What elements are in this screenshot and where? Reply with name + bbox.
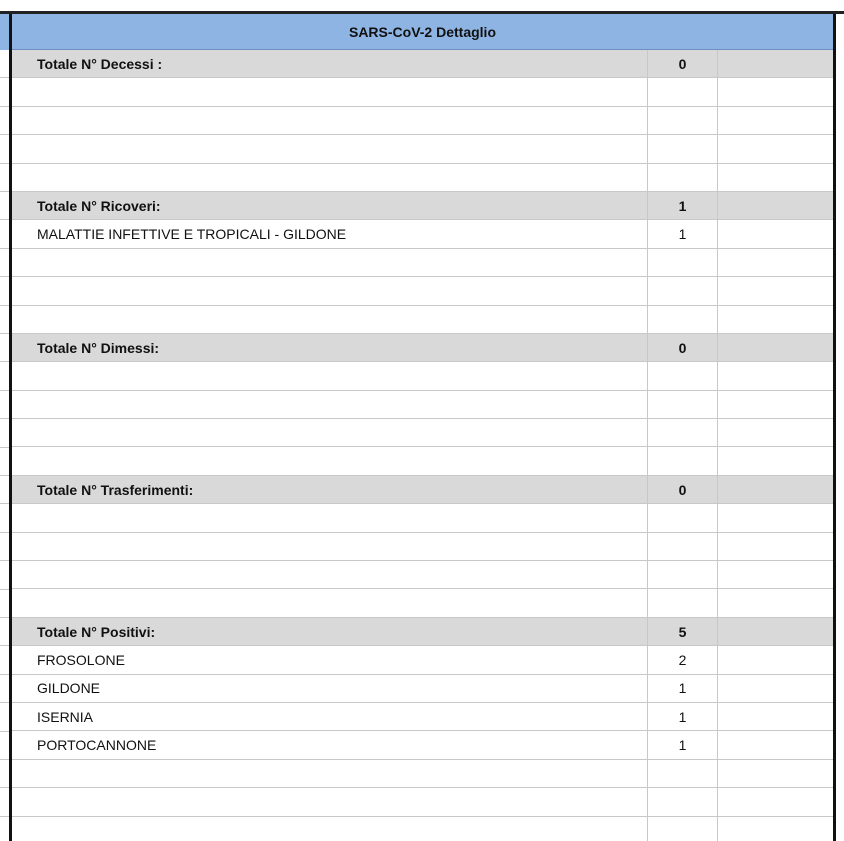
total-row[interactable] (12, 334, 833, 362)
empty-cell[interactable] (718, 249, 833, 276)
gridline (0, 503, 9, 504)
table-body (12, 50, 833, 841)
total-label-cell[interactable]: Totale N° Dimessi: (12, 334, 648, 361)
table-title: SARS-CoV-2 Dettaglio (12, 14, 833, 50)
value-cell[interactable] (648, 533, 718, 560)
label-cell[interactable] (12, 78, 648, 105)
gridline (0, 589, 9, 590)
total-label-cell[interactable]: Totale N° Decessi : (12, 50, 648, 77)
empty-cell[interactable] (718, 50, 833, 77)
left-column-strip (0, 12, 9, 841)
label-cell[interactable] (12, 164, 648, 191)
value-cell[interactable] (648, 561, 718, 588)
empty-cell[interactable] (718, 447, 833, 474)
value-cell[interactable] (648, 135, 718, 162)
gridline (0, 702, 9, 703)
table-row[interactable] (12, 788, 833, 816)
value-cell[interactable] (648, 277, 718, 304)
empty-cell[interactable] (718, 731, 833, 758)
total-row[interactable] (12, 50, 833, 78)
label-cell[interactable] (12, 306, 648, 333)
value-cell[interactable] (648, 504, 718, 531)
total-value-cell[interactable]: 0 (648, 476, 718, 503)
empty-cell[interactable] (718, 334, 833, 361)
empty-cell[interactable] (718, 817, 833, 841)
empty-cell[interactable] (718, 589, 833, 616)
table-row[interactable] (12, 646, 833, 674)
table-row[interactable] (12, 504, 833, 532)
table-row[interactable] (12, 760, 833, 788)
gridline (0, 134, 9, 135)
label-cell[interactable]: ISERNIA (12, 703, 648, 730)
empty-cell[interactable] (718, 504, 833, 531)
label-cell[interactable] (12, 760, 648, 787)
gridline (0, 361, 9, 362)
table-row[interactable] (12, 164, 833, 192)
value-cell[interactable]: 1 (648, 675, 718, 702)
value-cell[interactable]: 1 (648, 703, 718, 730)
total-label-cell[interactable]: Totale N° Trasferimenti: (12, 476, 648, 503)
empty-cell[interactable] (718, 533, 833, 560)
gridline (0, 276, 9, 277)
total-row[interactable] (12, 192, 833, 220)
empty-cell[interactable] (718, 135, 833, 162)
empty-cell[interactable] (718, 646, 833, 673)
label-cell[interactable] (12, 249, 648, 276)
gridline (0, 77, 9, 78)
empty-cell[interactable] (718, 107, 833, 134)
table-row[interactable] (12, 589, 833, 617)
label-cell[interactable]: FROSOLONE (12, 646, 648, 673)
empty-cell[interactable] (718, 760, 833, 787)
value-cell[interactable]: 1 (648, 731, 718, 758)
table-row[interactable] (12, 675, 833, 703)
gridline (0, 333, 9, 334)
label-cell[interactable] (12, 589, 648, 616)
empty-cell[interactable] (718, 561, 833, 588)
gridline (0, 418, 9, 419)
empty-cell[interactable] (718, 788, 833, 815)
gridline (0, 219, 9, 220)
gridline (0, 163, 9, 164)
table-row[interactable] (12, 447, 833, 475)
total-value-cell[interactable]: 0 (648, 334, 718, 361)
label-cell[interactable] (12, 277, 648, 304)
label-cell[interactable] (12, 561, 648, 588)
gridline (0, 645, 9, 646)
label-cell[interactable] (12, 533, 648, 560)
gridline (0, 532, 9, 533)
table-row[interactable] (12, 561, 833, 589)
total-row[interactable] (12, 476, 833, 504)
value-cell[interactable] (648, 249, 718, 276)
label-cell[interactable]: MALATTIE INFETTIVE E TROPICALI - GILDONE (12, 220, 648, 247)
left-header-band (0, 14, 9, 50)
empty-cell[interactable] (718, 78, 833, 105)
total-label-cell[interactable]: Totale N° Positivi: (12, 618, 648, 645)
value-cell[interactable] (648, 760, 718, 787)
label-cell[interactable] (12, 788, 648, 815)
value-cell[interactable] (648, 391, 718, 418)
value-cell[interactable] (648, 788, 718, 815)
label-cell[interactable] (12, 419, 648, 446)
label-cell[interactable] (12, 817, 648, 841)
table-row[interactable] (12, 391, 833, 419)
label-cell[interactable] (12, 107, 648, 134)
gridline (0, 816, 9, 817)
gridline (0, 106, 9, 107)
label-cell[interactable]: PORTOCANNONE (12, 731, 648, 758)
empty-cell[interactable] (718, 306, 833, 333)
table-row[interactable] (12, 817, 833, 841)
table-row[interactable] (12, 419, 833, 447)
value-cell[interactable] (648, 107, 718, 134)
gridline (0, 617, 9, 618)
gridline (0, 447, 9, 448)
table-row[interactable] (12, 306, 833, 334)
table-row[interactable] (12, 78, 833, 106)
label-cell[interactable] (12, 362, 648, 389)
label-cell[interactable] (12, 135, 648, 162)
value-cell[interactable]: 1 (648, 220, 718, 247)
value-cell[interactable] (648, 817, 718, 841)
value-cell[interactable] (648, 589, 718, 616)
gridline (0, 787, 9, 788)
gridline (0, 191, 9, 192)
empty-cell[interactable] (718, 391, 833, 418)
gridline (0, 248, 9, 249)
empty-cell[interactable] (718, 362, 833, 389)
table-row[interactable] (12, 249, 833, 277)
empty-cell[interactable] (718, 419, 833, 446)
total-row[interactable] (12, 618, 833, 646)
label-cell[interactable] (12, 447, 648, 474)
value-cell[interactable] (648, 164, 718, 191)
gridline (0, 731, 9, 732)
table-row[interactable] (12, 277, 833, 305)
gridline (0, 305, 9, 306)
gridline (0, 560, 9, 561)
value-cell[interactable] (648, 419, 718, 446)
gridline (0, 674, 9, 675)
value-cell[interactable]: 2 (648, 646, 718, 673)
table-row[interactable] (12, 533, 833, 561)
empty-cell[interactable] (718, 277, 833, 304)
empty-cell[interactable] (718, 220, 833, 247)
label-cell[interactable] (12, 504, 648, 531)
gridline (0, 390, 9, 391)
total-value-cell[interactable]: 0 (648, 50, 718, 77)
table-row[interactable] (12, 135, 833, 163)
empty-cell[interactable] (718, 164, 833, 191)
empty-cell[interactable] (718, 675, 833, 702)
right-margin (836, 14, 844, 841)
value-cell[interactable] (648, 78, 718, 105)
value-cell[interactable] (648, 362, 718, 389)
gridline (0, 475, 9, 476)
total-label-cell[interactable]: Totale N° Ricoveri: (12, 192, 648, 219)
table-row[interactable] (12, 107, 833, 135)
value-cell[interactable] (648, 306, 718, 333)
empty-cell[interactable] (718, 618, 833, 645)
total-value-cell[interactable]: 5 (648, 618, 718, 645)
table-row[interactable] (12, 362, 833, 390)
empty-cell[interactable] (718, 192, 833, 219)
detail-table (9, 14, 836, 841)
label-cell[interactable] (12, 391, 648, 418)
label-cell[interactable]: GILDONE (12, 675, 648, 702)
gridline (0, 759, 9, 760)
value-cell[interactable] (648, 447, 718, 474)
table-row[interactable] (12, 703, 833, 731)
table-row[interactable] (12, 731, 833, 759)
empty-cell[interactable] (718, 476, 833, 503)
table-row[interactable] (12, 220, 833, 248)
empty-cell[interactable] (718, 703, 833, 730)
total-value-cell[interactable]: 1 (648, 192, 718, 219)
